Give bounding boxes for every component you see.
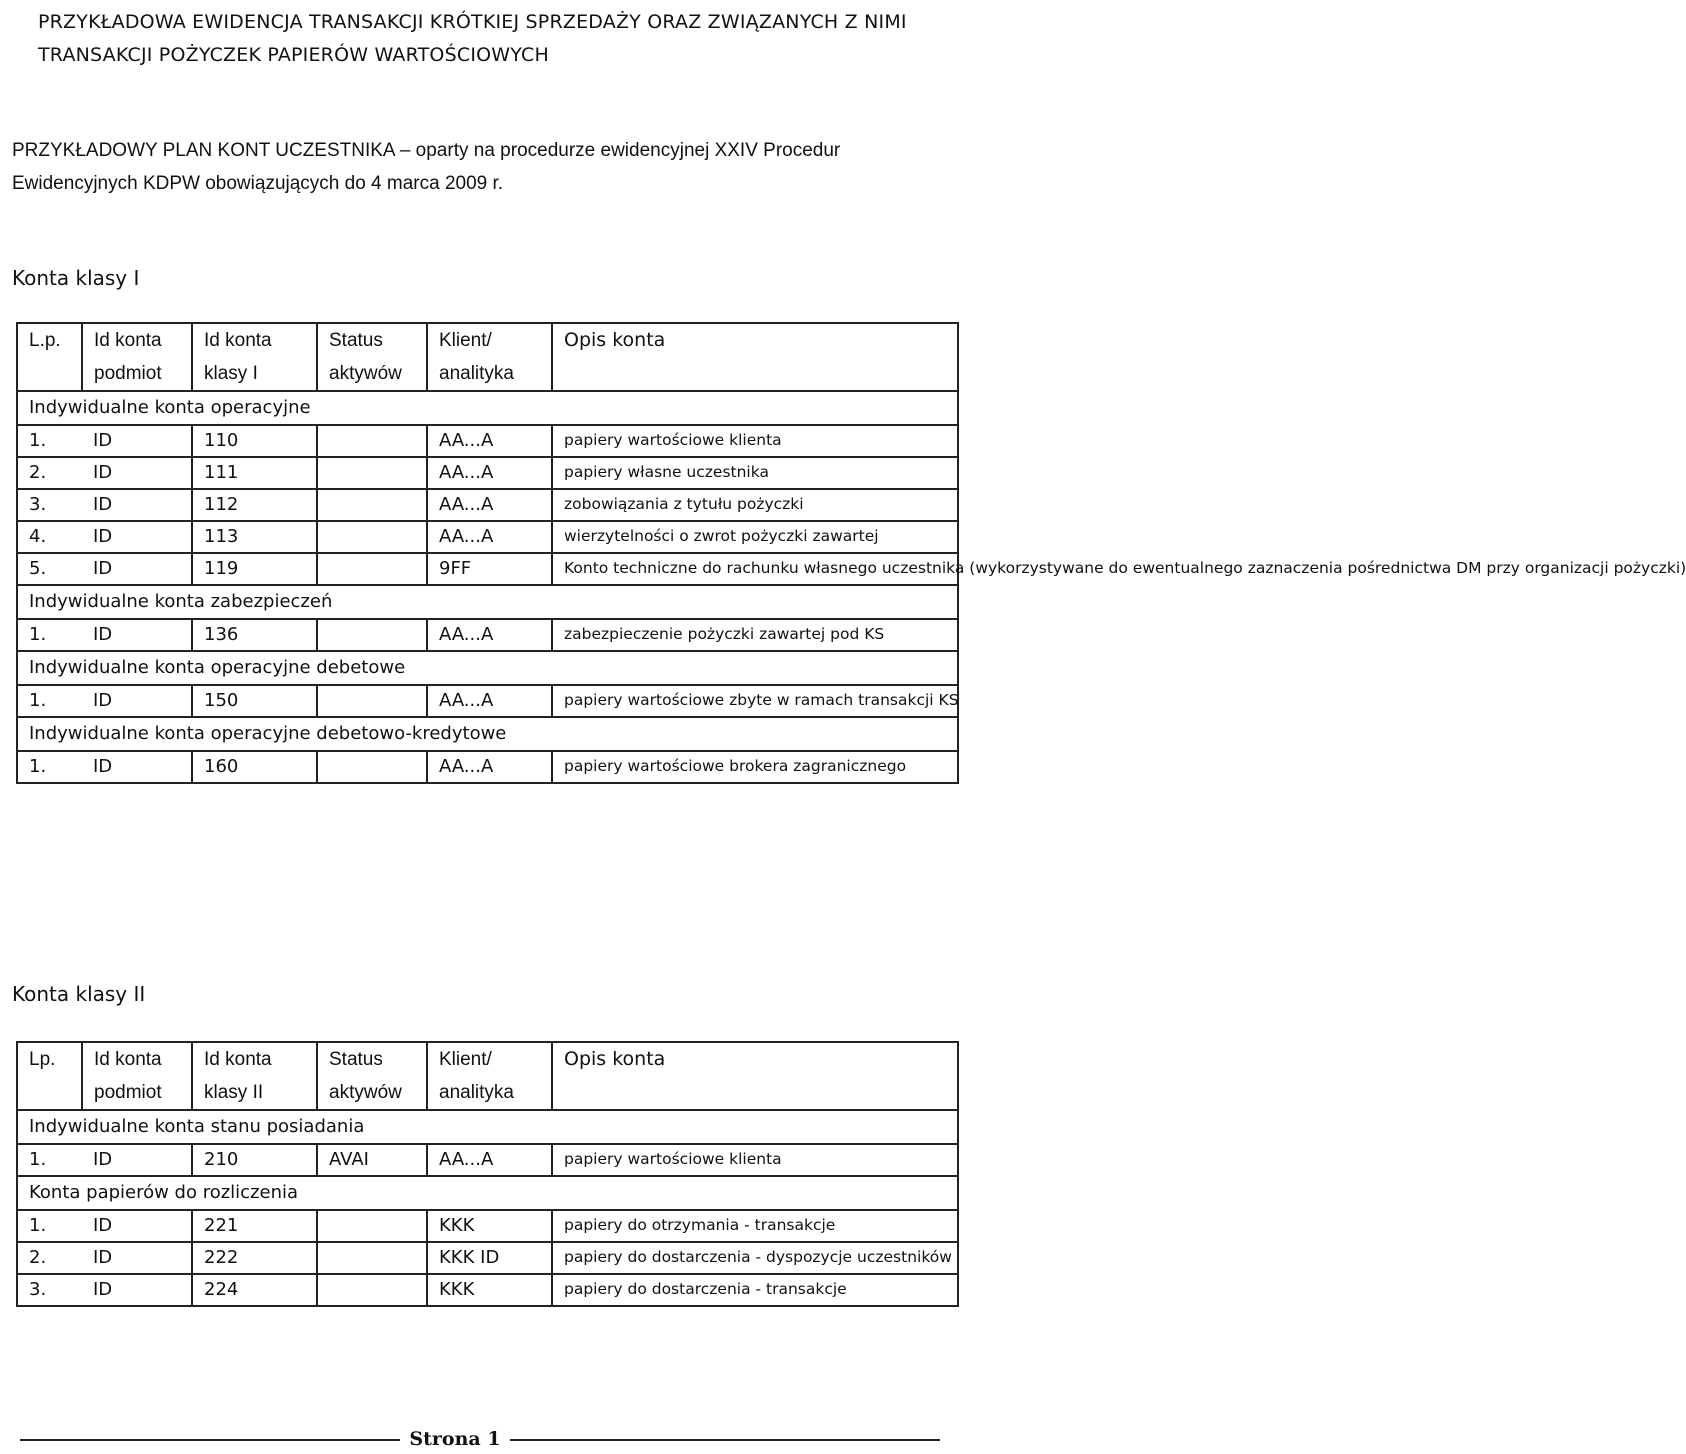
group-row [17, 717, 958, 751]
table-row [17, 751, 958, 783]
account-id-cell: ID [82, 489, 192, 521]
client-cell: AA...A [427, 685, 552, 717]
description-cell: zabezpieczenie pożyczki zawartej pod KS [552, 619, 958, 651]
description-cell: papiery do dostarczenia - transakcje [552, 1274, 958, 1306]
class-id-cell: 224 [192, 1274, 317, 1306]
account-id-cell: ID [82, 1144, 192, 1176]
class-id-cell: 113 [192, 521, 317, 553]
description-cell: papiery do otrzymania - transakcje [552, 1210, 958, 1242]
group-row [17, 651, 958, 685]
account-id-cell: ID [82, 1210, 192, 1242]
client-cell: AA...A [427, 619, 552, 651]
lp-cell: 1. [17, 1210, 82, 1242]
group-label: Indywidualne konta operacyjne [17, 391, 958, 425]
lp-cell: 1. [17, 1144, 82, 1176]
document-title: PRZYKŁADOWA EWIDENCJA TRANSAKCJI KRÓTKIEJ SPRZEDAŻY ORAZ ZWIĄZANYCH Z NIMI TRANSAKCJI POŻYCZEK PAPIERÓW WARTOŚCIOWYCH [38, 11, 907, 66]
lp-cell: 1. [17, 619, 82, 651]
group-row [17, 1110, 958, 1144]
account-id-cell: ID [82, 457, 192, 489]
class-id-cell: 119 [192, 553, 317, 585]
document-subtitle: PRZYKŁADOWY PLAN KONT UCZESTNIKA – oparty na procedurze ewidencyjnej XXIV Procedur Ewidencyjnych KDPW obowiązujących do 4 marca 2009 r. [12, 140, 841, 194]
description-cell: Konto techniczne do rachunku własnego uczestnika (wykorzystywane do ewentualnego zaznaczenia pośrednictwa DM przy organizacji pożyczki) [552, 553, 958, 585]
page-number: Strona 1 [409, 1428, 501, 1450]
column-header: Id konta klasy I [192, 323, 317, 391]
footer-rule-right [510, 1439, 940, 1441]
table-row [17, 425, 958, 457]
account-id-cell: ID [82, 521, 192, 553]
asset-status-cell [317, 619, 427, 651]
asset-status-cell [317, 521, 427, 553]
group-label: Indywidualne konta stanu posiadania [17, 1110, 958, 1144]
table-row [17, 619, 958, 651]
column-header: Id konta podmiot [82, 323, 192, 391]
description-cell: papiery wartościowe brokera zagranicznego [552, 751, 958, 783]
table-row [17, 457, 958, 489]
asset-status-cell [317, 1210, 427, 1242]
description-cell: papiery wartościowe klienta [552, 1144, 958, 1176]
account-id-cell: ID [82, 425, 192, 457]
lp-cell: 4. [17, 521, 82, 553]
class-id-cell: 160 [192, 751, 317, 783]
lp-cell: 3. [17, 1274, 82, 1306]
table-row [17, 1274, 958, 1306]
asset-status-cell [317, 685, 427, 717]
column-header: L.p. [17, 323, 82, 391]
section-heading-class-1: Konta klasy I [12, 266, 140, 290]
group-label: Indywidualne konta operacyjne debetowe [17, 651, 958, 685]
lp-cell: 2. [17, 1242, 82, 1274]
page-footer [0, 1424, 960, 1454]
client-cell: AA...A [427, 521, 552, 553]
asset-status-cell [317, 425, 427, 457]
table-row [17, 1210, 958, 1242]
account-id-cell: ID [82, 685, 192, 717]
description-cell: wierzytelności o zwrot pożyczki zawartej [552, 521, 958, 553]
class-id-cell: 222 [192, 1242, 317, 1274]
column-header: Opis konta [552, 323, 958, 391]
asset-status-cell [317, 489, 427, 521]
table-header-row [17, 323, 958, 391]
account-id-cell: ID [82, 751, 192, 783]
description-cell: papiery własne uczestnika [552, 457, 958, 489]
client-cell: AA...A [427, 457, 552, 489]
accounts-table-class-1 [16, 322, 1686, 784]
asset-status-cell [317, 1274, 427, 1306]
client-cell: AA...A [427, 489, 552, 521]
column-header: Klient/ analityka [427, 323, 552, 391]
asset-status-cell [317, 553, 427, 585]
asset-status-cell [317, 1242, 427, 1274]
class-id-cell: 111 [192, 457, 317, 489]
accounts-table-class-2 [16, 1041, 959, 1307]
group-row [17, 1176, 958, 1210]
group-label: Indywidualne konta operacyjne debetowo-kredytowe [17, 717, 958, 751]
asset-status-cell [317, 457, 427, 489]
table-row [17, 489, 958, 521]
class-id-cell: 112 [192, 489, 317, 521]
client-cell: KKK [427, 1274, 552, 1306]
account-id-cell: ID [82, 619, 192, 651]
group-label: Konta papierów do rozliczenia [17, 1176, 958, 1210]
column-header: Status aktywów [317, 1042, 427, 1110]
client-cell: AA...A [427, 1144, 552, 1176]
table-row [17, 1144, 958, 1176]
column-header: Klient/ analityka [427, 1042, 552, 1110]
group-row [17, 391, 958, 425]
column-header: Id konta podmiot [82, 1042, 192, 1110]
client-cell: 9FF [427, 553, 552, 585]
column-header: Lp. [17, 1042, 82, 1110]
column-header: Id konta klasy II [192, 1042, 317, 1110]
client-cell: KKK [427, 1210, 552, 1242]
asset-status-cell: AVAI [317, 1144, 427, 1176]
table-row [17, 1242, 958, 1274]
class-id-cell: 210 [192, 1144, 317, 1176]
lp-cell: 5. [17, 553, 82, 585]
table-row [17, 521, 958, 553]
lp-cell: 1. [17, 685, 82, 717]
account-id-cell: ID [82, 1242, 192, 1274]
group-label: Indywidualne konta zabezpieczeń [17, 585, 958, 619]
lp-cell: 3. [17, 489, 82, 521]
lp-cell: 1. [17, 425, 82, 457]
description-cell: papiery wartościowe klienta [552, 425, 958, 457]
client-cell: AA...A [427, 751, 552, 783]
client-cell: AA...A [427, 425, 552, 457]
lp-cell: 1. [17, 751, 82, 783]
class-id-cell: 110 [192, 425, 317, 457]
column-header: Opis konta [552, 1042, 958, 1110]
class-id-cell: 136 [192, 619, 317, 651]
table-header-row [17, 1042, 958, 1110]
group-row [17, 585, 958, 619]
lp-cell: 2. [17, 457, 82, 489]
description-cell: papiery wartościowe zbyte w ramach transakcji KS [552, 685, 958, 717]
description-cell: papiery do dostarczenia - dyspozycje uczestników [552, 1242, 958, 1274]
class-id-cell: 150 [192, 685, 317, 717]
table-row [17, 685, 958, 717]
table-row [17, 553, 958, 585]
account-id-cell: ID [82, 553, 192, 585]
description-cell: zobowiązania z tytułu pożyczki [552, 489, 958, 521]
footer-rule-left [20, 1439, 400, 1441]
section-heading-class-2: Konta klasy II [12, 982, 146, 1006]
account-id-cell: ID [82, 1274, 192, 1306]
column-header: Status aktywów [317, 323, 427, 391]
client-cell: KKK ID [427, 1242, 552, 1274]
asset-status-cell [317, 751, 427, 783]
class-id-cell: 221 [192, 1210, 317, 1242]
